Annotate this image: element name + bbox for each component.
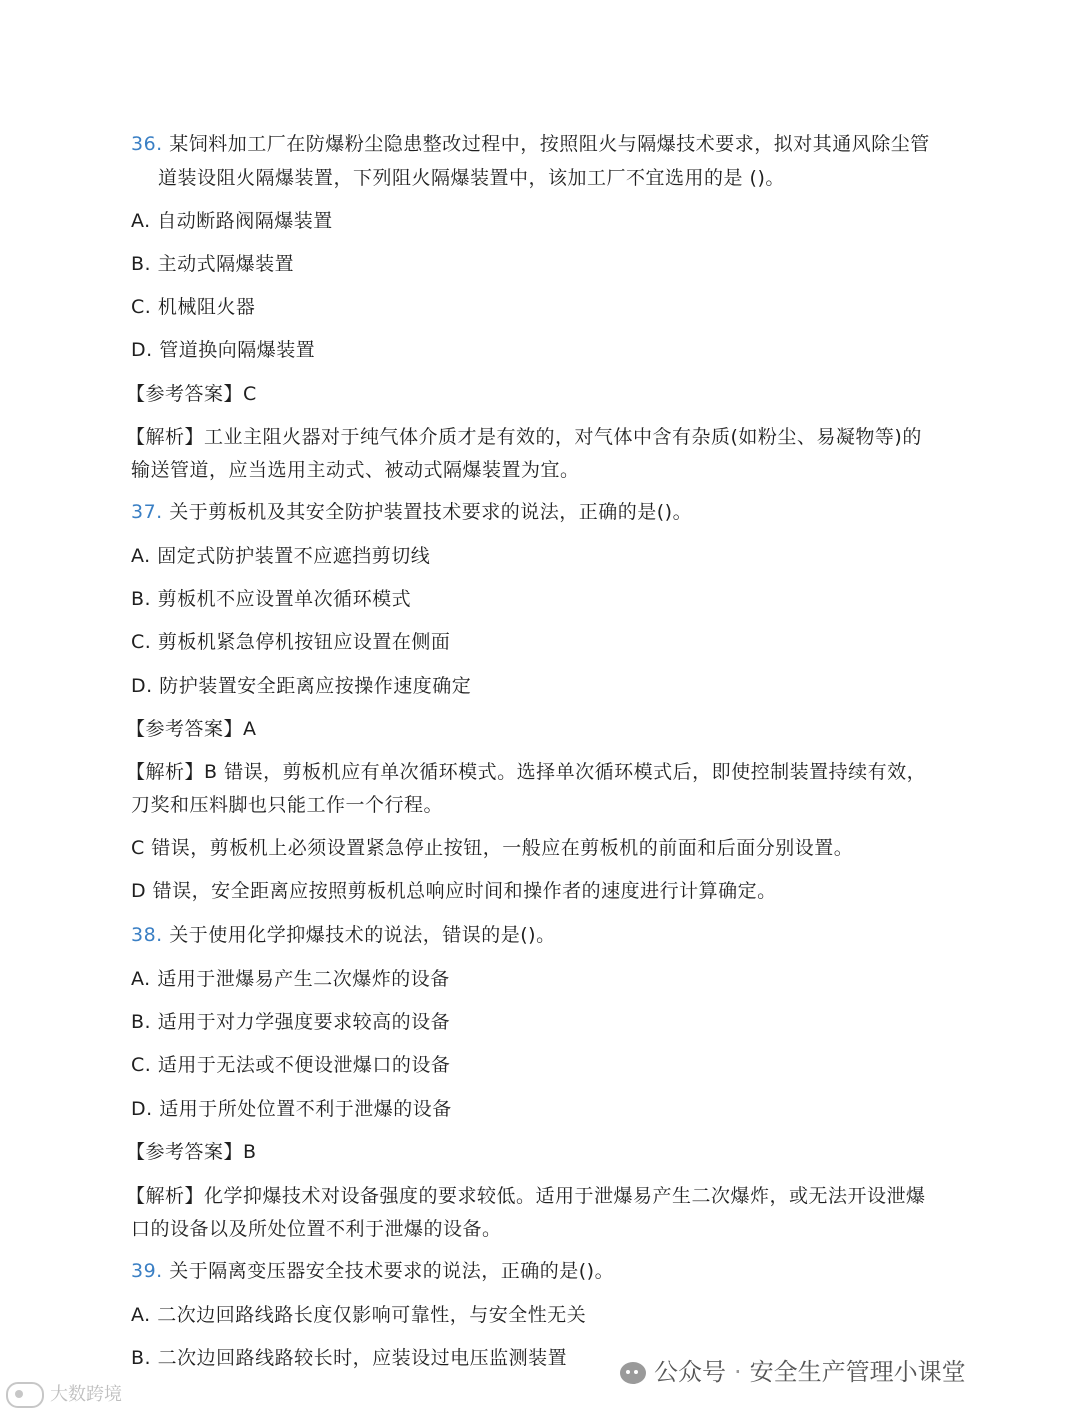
- question-36-stem-line-1: 36. 某饲料加工厂在防爆粉尘隐患整改过程中，按照阻火与隔爆技术要求，拟对其通风除尘管: [131, 133, 930, 155]
- question-38-analysis-line-1: 【解析】化学抑爆技术对设备强度的要求较低。适用于泄爆易产生二次爆炸，或无法开设泄爆: [126, 1185, 926, 1207]
- wechat-icon: [620, 1362, 646, 1384]
- question-37-number: 37.: [131, 501, 163, 523]
- question-38-answer: 【参考答案】B: [126, 1141, 257, 1163]
- question-36-option-a: A. 自动断路阀隔爆装置: [131, 210, 333, 232]
- question-38-analysis-line-2: 口的设备以及所处位置不利于泄爆的设备。: [131, 1218, 502, 1240]
- question-37-analysis-line-3: C 错误，剪板机上必须设置紧急停止按钮，一般应在剪板机的前面和后面分别设置。: [131, 837, 854, 859]
- question-36-answer: 【参考答案】C: [126, 383, 257, 405]
- question-38-option-c: C. 适用于无法或不便设泄爆口的设备: [131, 1054, 451, 1076]
- watermark-separator: ·: [734, 1358, 742, 1386]
- watermark-left: [6, 1380, 122, 1408]
- question-37-option-a: A. 固定式防护装置不应遮挡剪切线: [131, 545, 431, 567]
- question-38-option-a: A. 适用于泄爆易产生二次爆炸的设备: [131, 968, 450, 990]
- question-37-stem-line-1: 37. 关于剪板机及其安全防护装置技术要求的说法，正确的是()。: [131, 501, 693, 523]
- question-36-analysis-line-1: 【解析】工业主阻火器对于纯气体介质才是有效的，对气体中含有杂质(如粉尘、易凝物等)的: [126, 426, 922, 448]
- question-39-number: 39.: [131, 1260, 163, 1282]
- question-37-analysis-line-1: 【解析】B 错误，剪板机应有单次循环模式。选择单次循环模式后，即使控制装置持续有效，: [126, 761, 927, 783]
- question-37-analysis-line-2: 刀奖和压料脚也只能工作一个行程。: [131, 794, 444, 816]
- question-39-stem-line-1: 39. 关于隔离变压器安全技术要求的说法，正确的是()。: [131, 1260, 615, 1282]
- question-37-option-c: C. 剪板机紧急停机按钮应设置在侧面: [131, 631, 451, 653]
- watermark-left-text: 大数跨境: [50, 1384, 122, 1405]
- question-36-option-d: D. 管道换向隔爆装置: [131, 339, 316, 361]
- question-38-option-d: D. 适用于所处位置不利于泄爆的设备: [131, 1098, 452, 1120]
- watermark-right-name: 安全生产管理小课堂: [749, 1358, 966, 1386]
- question-38-option-b: B. 适用于对力学强度要求较高的设备: [131, 1011, 451, 1033]
- question-37-answer: 【参考答案】A: [126, 718, 257, 740]
- question-37-analysis-line-4: D 错误，安全距离应按照剪板机总响应时间和操作者的速度进行计算确定。: [131, 880, 777, 902]
- watermark-right-prefix: 公众号: [654, 1358, 726, 1386]
- watermark-right: [620, 1352, 966, 1387]
- question-38-stem-line-1: 38. 关于使用化学抑爆技术的说法，错误的是()。: [131, 924, 556, 946]
- question-36-option-c: C. 机械阻火器: [131, 296, 256, 318]
- question-39-option-b: B. 二次边回路线路较长时，应装设过电压监测装置: [131, 1347, 568, 1369]
- mail-logo-icon: [6, 1382, 44, 1408]
- question-36-number: 36.: [131, 133, 163, 155]
- question-37-option-b: B. 剪板机不应设置单次循环模式: [131, 588, 412, 610]
- watermark-footer: [0, 1330, 1080, 1416]
- question-36-option-b: B. 主动式隔爆装置: [131, 253, 295, 275]
- question-36-stem-line-2: 道装设阻火隔爆装置，下列阻火隔爆装置中，该加工厂不宜选用的是 ()。: [158, 167, 785, 189]
- question-36-analysis-line-2: 输送管道，应当选用主动式、被动式隔爆装置为宜。: [131, 459, 580, 481]
- question-37-option-d: D. 防护装置安全距离应按操作速度确定: [131, 675, 472, 697]
- question-38-number: 38.: [131, 924, 163, 946]
- question-39-option-a: A. 二次边回路线路长度仅影响可靠性，与安全性无关: [131, 1304, 587, 1326]
